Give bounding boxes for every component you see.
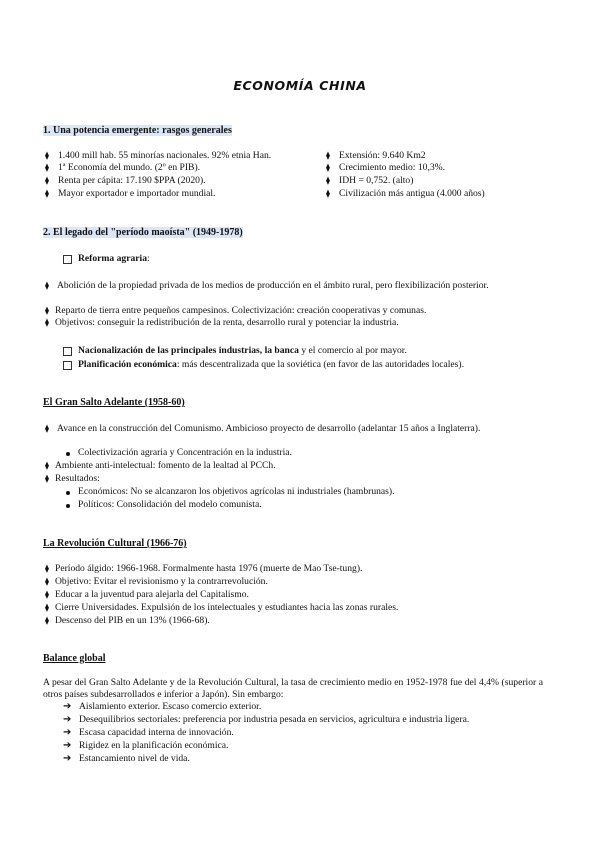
bullet-icon: ⧫	[326, 163, 330, 172]
bullet-icon: ⧫	[45, 461, 49, 470]
arrow-right-icon: ➔	[63, 701, 72, 712]
list-item: Desequilibrios sectoriales: preferencia por industria pesada en servicios, agricultura e industria ligera.	[79, 714, 470, 725]
bullet-icon: ⧫	[45, 306, 49, 315]
list-item: Ambiente anti-intelectual: fomento de la lealtad al PCCh.	[55, 460, 276, 471]
sub-bullet-icon	[66, 504, 70, 508]
list-item: Descenso del PIB en un 13% (1966-68).	[55, 615, 210, 626]
checkbox-icon	[63, 255, 72, 264]
bullet-icon: ⧫	[45, 151, 49, 160]
checkbox-icon	[63, 347, 72, 356]
list-item: Educar a la juventud para alejarla del Capitalismo.	[55, 589, 249, 600]
list-item: Crecimiento medio: 10,3%.	[339, 162, 446, 173]
sub-bullet-icon	[66, 491, 70, 495]
list-item: Mayor exportador e importador mundial.	[58, 188, 216, 199]
bullet-icon: ⧫	[45, 189, 49, 198]
bullet-icon: ⧫	[45, 590, 49, 599]
list-item: 1.400 mill hab. 55 minorías nacionales. 92% etnia Han.	[58, 150, 272, 161]
section-3-heading: El Gran Salto Adelante (1958-60)	[43, 397, 185, 408]
paragraph: Avance en la construcción del Comunismo. Ambicioso proyecto de desarrollo (adelantar 15 años a Inglaterra).	[57, 423, 481, 434]
nacionalizacion-item: Nacionalización de las principales industrias, la banca y el comercio al por mayor.	[78, 345, 407, 356]
list-item: 1ª Economía del mundo. (2º en PIB).	[58, 162, 201, 173]
sub-list-item: Económicos: No se alcanzaron los objetivos agrícolas ni industriales (hambrunas).	[78, 486, 395, 497]
list-item: Reparto de tierra entre pequeños campesinos. Colectivización: creación cooperativas y comunas.	[55, 305, 427, 316]
list-item: Extensión: 9.640 Km2	[339, 150, 426, 161]
list-item: Aislamiento exterior. Escaso comercio exterior.	[79, 701, 262, 712]
bullet-icon: ⧫	[45, 474, 49, 483]
bullet-icon: ⧫	[45, 281, 49, 290]
planificacion-item: Planificación económica: más descentralizada que la soviética (en favor de las autoridades locales).	[78, 359, 465, 370]
bullet-icon: ⧫	[326, 151, 330, 160]
list-item: Resultados:	[55, 473, 100, 484]
list-item: Cierre Universidades. Expulsión de los intelectuales y estudiantes hacia las zonas rurales.	[55, 602, 399, 613]
list-item: Renta per cápita: 17.190 $PPA (2020).	[58, 175, 206, 186]
bullet-icon: ⧫	[45, 564, 49, 573]
bullet-icon: ⧫	[45, 163, 49, 172]
section-5-heading: Balance global	[43, 653, 106, 664]
arrow-right-icon: ➔	[63, 714, 72, 725]
list-item: Rigidez en la planificación económica.	[79, 740, 229, 751]
sub-list-item: Colectivización agraria y Concentración en la industria.	[78, 447, 292, 458]
bullet-icon: ⧫	[45, 603, 49, 612]
bullet-icon: ⧫	[326, 189, 330, 198]
sub-list-item: Políticos: Consolidación del modelo comunista.	[78, 499, 262, 510]
bullet-icon: ⧫	[45, 176, 49, 185]
bullet-icon: ⧫	[45, 424, 49, 433]
paragraph: Abolición de la propiedad privada de los medios de producción en el ámbito rural, pero flexibilización posterior.	[57, 280, 489, 291]
paragraph: A pesar del Gran Salto Adelante y de la Revolución Cultural, la tasa de crecimiento medio en 1952-1978 fue del 4,4% (superior a otros países subdesarrollados e inferior a Japón). Sin embargo:	[43, 677, 543, 700]
list-item: Civilización más antigua (4.000 años)	[339, 188, 485, 199]
bullet-icon: ⧫	[326, 176, 330, 185]
arrow-right-icon: ➔	[63, 753, 72, 764]
list-item: Objetivos: conseguir la redistribución de la renta, desarrollo rural y potenciar la industria.	[55, 317, 399, 328]
checkbox-icon	[63, 361, 72, 370]
list-item: IDH = 0,752. (alto)	[339, 175, 414, 186]
list-item: Objetivo: Evitar el revisionismo y la contrarrevolución.	[55, 576, 268, 587]
bullet-icon: ⧫	[45, 616, 49, 625]
arrow-right-icon: ➔	[63, 740, 72, 751]
reforma-agraria-item: Reforma agraria:	[78, 253, 150, 264]
section-4-heading: La Revolución Cultural (1966-76)	[43, 538, 187, 549]
section-1-heading: 1. Una potencia emergente: rasgos generales	[43, 125, 232, 136]
document-title: ECONOMÍA CHINA	[233, 78, 367, 93]
bullet-icon: ⧫	[45, 318, 49, 327]
section-2-heading: 2. El legado del "período maoísta" (1949-1978)	[43, 227, 243, 238]
list-item: Período álgido: 1966-1968. Formalmente hasta 1976 (muerte de Mao Tse-tung).	[55, 563, 363, 574]
list-item: Estancamiento nivel de vida.	[79, 753, 190, 764]
arrow-right-icon: ➔	[63, 727, 72, 738]
list-item: Escasa capacidad interna de innovación.	[79, 727, 234, 738]
bullet-icon: ⧫	[45, 577, 49, 586]
sub-bullet-icon	[66, 452, 70, 456]
